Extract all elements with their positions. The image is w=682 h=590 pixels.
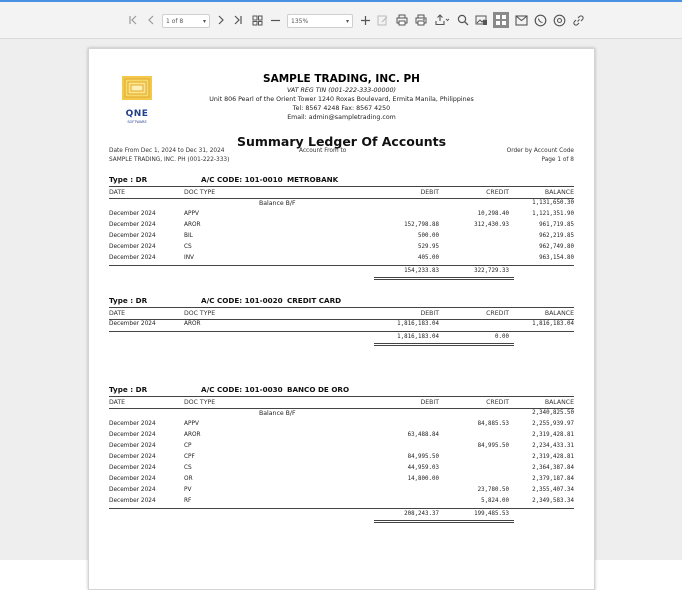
row-doc-type: OR bbox=[184, 476, 193, 482]
row-doc-type: RF bbox=[184, 498, 192, 504]
col-doc-type: DOC TYPE bbox=[184, 399, 216, 406]
row-debit: 1,816,183.04 bbox=[397, 321, 439, 327]
col-date: DATE bbox=[109, 189, 126, 196]
account-code: A/C CODE: 101-0010 bbox=[201, 175, 283, 184]
total-rule-1 bbox=[374, 520, 514, 521]
logo-subtext: SOFTWARE bbox=[127, 120, 147, 124]
row-balance: 2,349,583.34 bbox=[532, 498, 574, 504]
row-balance: 1,816,183.04 bbox=[532, 321, 574, 327]
total-rule-2 bbox=[374, 345, 514, 346]
whatsapp-icon[interactable] bbox=[533, 11, 547, 29]
col-date: DATE bbox=[109, 310, 126, 317]
col-debit: DEBIT bbox=[420, 189, 439, 196]
image-export-icon[interactable] bbox=[474, 11, 488, 29]
header-rule bbox=[109, 198, 574, 199]
row-date: December 2024 bbox=[109, 211, 156, 217]
zoom-out-icon[interactable] bbox=[268, 11, 282, 29]
row-date: December 2024 bbox=[109, 421, 156, 427]
row-debit: 500.00 bbox=[418, 233, 439, 239]
row-doc-type: CPF bbox=[184, 454, 195, 460]
row-credit: 10,298.40 bbox=[477, 211, 509, 217]
row-doc-type: INV bbox=[184, 255, 195, 261]
col-credit: CREDIT bbox=[486, 189, 509, 196]
logo-text: QNE bbox=[125, 109, 149, 119]
total-debit: 208,243.37 bbox=[404, 511, 439, 517]
col-balance: BALANCE bbox=[544, 399, 574, 406]
row-date: December 2024 bbox=[109, 454, 156, 460]
page-display: 1 of 8 bbox=[166, 17, 184, 25]
next-page-icon[interactable] bbox=[215, 11, 227, 29]
row-balance: 1,121,351.90 bbox=[532, 211, 574, 217]
zoom-in-icon[interactable] bbox=[358, 11, 372, 29]
col-credit: CREDIT bbox=[486, 310, 509, 317]
row-balance: 2,364,387.84 bbox=[532, 465, 574, 471]
total-rule-2 bbox=[374, 522, 514, 523]
row-debit: 405.00 bbox=[418, 255, 439, 261]
chat-icon[interactable] bbox=[552, 11, 566, 29]
row-date: December 2024 bbox=[109, 443, 156, 449]
page-selector[interactable] bbox=[162, 14, 210, 28]
row-date: December 2024 bbox=[109, 233, 156, 239]
row-date: December 2024 bbox=[109, 498, 156, 504]
row-balance: 2,379,187.84 bbox=[532, 476, 574, 482]
section-bottom-rule bbox=[109, 331, 574, 332]
row-debit: 44,959.03 bbox=[407, 465, 439, 471]
row-date: December 2024 bbox=[109, 222, 156, 228]
row-credit: 84,995.50 bbox=[477, 443, 509, 449]
row-credit: 84,885.53 bbox=[477, 421, 509, 427]
row-balance: 2,234,433.31 bbox=[532, 443, 574, 449]
row-balance: 961,719.85 bbox=[539, 222, 574, 228]
section-type: Type : DR bbox=[109, 385, 148, 394]
row-doc-type: CS bbox=[184, 244, 192, 250]
page-layout-icon[interactable] bbox=[250, 11, 264, 29]
col-doc-type: DOC TYPE bbox=[184, 310, 216, 317]
row-doc-type: AROR bbox=[184, 321, 201, 327]
col-credit: CREDIT bbox=[486, 399, 509, 406]
account-name: CREDIT CARD bbox=[287, 296, 342, 305]
total-credit: 0.00 bbox=[495, 334, 509, 340]
company-phone: Tel: 8567 4248 Fax: 8567 4250 bbox=[292, 105, 391, 112]
total-debit: 154,233.83 bbox=[404, 268, 439, 274]
row-date: December 2024 bbox=[109, 465, 156, 471]
account-code: A/C CODE: 101-0030 bbox=[201, 385, 283, 394]
row-doc-type: CP bbox=[184, 443, 192, 449]
header-rule bbox=[109, 319, 574, 320]
section-bottom-rule bbox=[109, 265, 574, 266]
row-date: December 2024 bbox=[109, 487, 156, 493]
section-type: Type : DR bbox=[109, 296, 148, 305]
balance-bf-value: 1,131,650.30 bbox=[532, 200, 574, 206]
row-balance: 2,319,428.81 bbox=[532, 432, 574, 438]
row-doc-type: APPV bbox=[184, 421, 199, 427]
row-debit: 63,488.84 bbox=[407, 432, 439, 438]
account-code: A/C CODE: 101-0020 bbox=[201, 296, 283, 305]
zoom-selector[interactable] bbox=[287, 14, 353, 28]
balance-bf-label: Balance B/F bbox=[259, 410, 296, 417]
row-balance: 2,255,939.97 bbox=[532, 421, 574, 427]
total-debit: 1,816,183.04 bbox=[397, 334, 439, 340]
row-date: December 2024 bbox=[109, 321, 156, 327]
row-balance: 2,355,407.34 bbox=[532, 487, 574, 493]
col-debit: DEBIT bbox=[420, 399, 439, 406]
company-address: Unit 806 Pearl of the Orient Tower 1240 Roxas Boulevard, Ermita Manila, Philippines bbox=[209, 96, 474, 103]
col-debit: DEBIT bbox=[420, 310, 439, 317]
row-credit: 312,430.93 bbox=[474, 222, 509, 228]
row-doc-type: AROR bbox=[184, 432, 201, 438]
row-balance: 962,749.80 bbox=[539, 244, 574, 250]
balance-bf-label: Balance B/F bbox=[259, 200, 296, 207]
row-doc-type: CS bbox=[184, 465, 192, 471]
row-doc-type: BIL bbox=[184, 233, 193, 239]
total-rule-1 bbox=[374, 343, 514, 344]
vat-reg: VAT REG TIN (001-222-333-00000) bbox=[286, 87, 397, 94]
row-date: December 2024 bbox=[109, 255, 156, 261]
col-balance: BALANCE bbox=[544, 310, 574, 317]
chevron-down-icon: ▾ bbox=[345, 17, 349, 25]
row-balance: 2,319,428.81 bbox=[532, 454, 574, 460]
section-top-rule bbox=[109, 186, 574, 187]
email-icon[interactable] bbox=[514, 11, 528, 29]
row-debit: 152,798.88 bbox=[404, 222, 439, 228]
row-date: December 2024 bbox=[109, 432, 156, 438]
company-name: SAMPLE TRADING, INC. PH bbox=[263, 73, 420, 85]
zoom-display: 135% bbox=[291, 17, 309, 25]
company-tin: SAMPLE TRADING, INC. PH (001-222-333) bbox=[109, 157, 230, 163]
row-doc-type: PV bbox=[184, 487, 192, 493]
page-number: Page 1 of 8 bbox=[541, 157, 574, 163]
account-range: Account From to bbox=[299, 148, 347, 154]
row-doc-type: APPV bbox=[184, 211, 199, 217]
col-balance: BALANCE bbox=[544, 189, 574, 196]
edit-icon[interactable] bbox=[376, 11, 390, 29]
row-doc-type: AROR bbox=[184, 222, 201, 228]
total-credit: 199,485.53 bbox=[474, 511, 509, 517]
document-viewer[interactable] bbox=[0, 39, 682, 560]
report-title: Summary Ledger Of Accounts bbox=[236, 134, 447, 149]
last-page-icon[interactable] bbox=[231, 11, 245, 29]
row-credit: 5,824.00 bbox=[481, 498, 509, 504]
date-range: Date From Dec 1, 2024 to Dec 31, 2024 bbox=[109, 148, 225, 154]
account-name: BANCO DE ORO bbox=[287, 385, 350, 394]
balance-bf-value: 2,340,825.50 bbox=[532, 410, 574, 416]
row-balance: 962,219.85 bbox=[539, 233, 574, 239]
col-date: DATE bbox=[109, 399, 126, 406]
section-bottom-rule bbox=[109, 508, 574, 509]
header-rule bbox=[109, 408, 574, 409]
row-credit: 23,780.50 bbox=[477, 487, 509, 493]
report-page bbox=[88, 48, 595, 590]
print-icon[interactable] bbox=[395, 11, 409, 29]
row-balance: 963,154.80 bbox=[539, 255, 574, 261]
section-top-rule bbox=[109, 307, 574, 308]
section-top-rule bbox=[109, 396, 574, 397]
row-date: December 2024 bbox=[109, 244, 156, 250]
search-icon[interactable] bbox=[456, 11, 470, 29]
link-icon[interactable] bbox=[571, 11, 585, 29]
row-debit: 529.95 bbox=[418, 244, 439, 250]
row-date: December 2024 bbox=[109, 476, 156, 482]
print-alt-icon[interactable] bbox=[414, 11, 428, 29]
account-name: METROBANK bbox=[287, 175, 339, 184]
company-email: Email: admin@sampletrading.com bbox=[287, 114, 396, 121]
col-doc-type: DOC TYPE bbox=[184, 189, 216, 196]
row-debit: 14,800.00 bbox=[407, 476, 439, 482]
first-page-icon[interactable] bbox=[126, 11, 140, 29]
export-icon[interactable] bbox=[433, 11, 451, 29]
chevron-down-icon: ▾ bbox=[202, 17, 206, 25]
prev-page-icon[interactable] bbox=[145, 11, 157, 29]
total-rule-1 bbox=[374, 277, 514, 278]
viewer-toolbar bbox=[0, 2, 682, 39]
total-rule-2 bbox=[374, 279, 514, 280]
grid-icon[interactable] bbox=[493, 12, 509, 28]
row-debit: 84,995.50 bbox=[407, 454, 439, 460]
order-by: Order by Account Code bbox=[506, 148, 574, 154]
total-credit: 322,729.33 bbox=[474, 268, 509, 274]
section-type: Type : DR bbox=[109, 175, 148, 184]
